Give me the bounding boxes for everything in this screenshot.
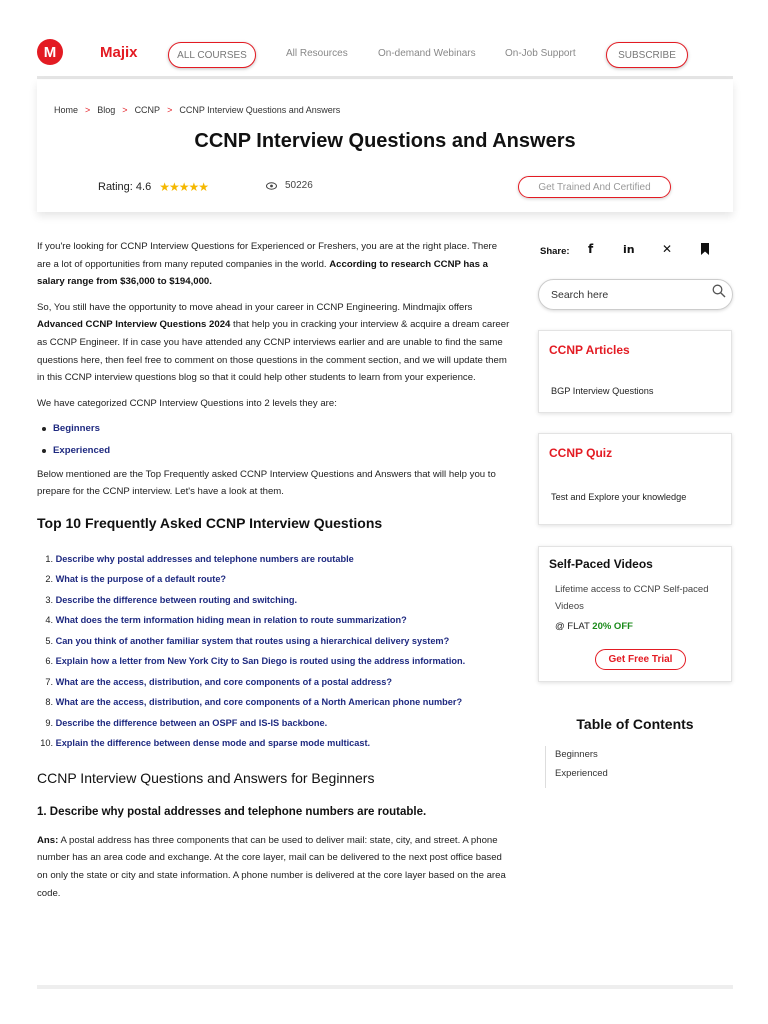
get-free-trial-button[interactable]: Get Free Trial (595, 649, 686, 670)
rating (98, 180, 208, 194)
breadcrumb-ccnp[interactable]: CCNP (134, 105, 161, 115)
view-count-value: 50226 (285, 180, 313, 191)
nav-all-resources[interactable]: All Resources (286, 48, 348, 59)
answer-paragraph: Ans: A postal address has three components that can be used to deliver mail: state, city, and street. A phone number has an area code and exchange. At the core layer, mail can be delivered to the next post office based on only the state or city and state information. A phone number is delivered at the core layer based on the area code. (37, 834, 506, 899)
top-questions-intro: Below mentioned are the Top Frequently asked CCNP Interview Questions and Answers that will help you to prepare for the CCNP interview. Let's have a look at them. (37, 468, 496, 498)
question-link[interactable]: 2. What is the purpose of a default route? (45, 574, 227, 585)
top10-heading: Top 10 Frequently Asked CCNP Interview Questions (37, 514, 383, 531)
breadcrumb-separator-icon: > (122, 105, 128, 115)
discount-value: 20% OFF (592, 621, 633, 632)
self-paced-videos-title: Self-Paced Videos (549, 557, 653, 571)
question-link[interactable]: 7. What are the access, distribution, and core components of a postal address? (45, 676, 393, 687)
ccnp-quiz-card (538, 433, 732, 525)
videos-description: Lifetime access to CCNP Self-paced Videos (555, 584, 709, 612)
opportunity-paragraph: So, You still have the opportunity to move ahead in your career in CCNP Engineering. Mindmajix offers Advanced CCNP Interview Questions 2024 that help you in cracking your interview & acquire a dream career as CCNP Engineer. If in case you have attended any CCNP interviews earlier and are unable to find the same questions here, then feel free to comment on those questions in the comment section, and we will update them in this CCNP interview questions blog so that it could help other students to learn from your experience. (37, 301, 510, 384)
levels-intro: We have categorized CCNP Interview Questions into 2 levels they are: (37, 397, 337, 409)
question-link[interactable]: 1. Describe why postal addresses and telephone numbers are routable (45, 553, 354, 564)
breadcrumb-blog[interactable]: Blog (97, 105, 116, 115)
answer-label: Ans: (37, 834, 59, 846)
levels-list (37, 420, 513, 459)
all-courses-button[interactable]: ALL COURSES (168, 42, 256, 68)
breadcrumb (54, 105, 340, 115)
level-link-beginners[interactable]: Beginners (37, 420, 513, 438)
share-bar (540, 242, 730, 260)
question-link[interactable]: 5. Can you think of another familiar system that routes using a hierarchical delivery system? (45, 635, 450, 646)
question-link[interactable]: 4. What does the term information hiding mean in relation to route summarization? (45, 615, 407, 626)
question-link[interactable]: 6. Explain how a letter from New York City to San Diego is routed using the address information. (45, 656, 466, 667)
self-paced-videos-card (538, 546, 732, 682)
page-title: CCNP Interview Questions and Answers (194, 130, 576, 152)
intro-paragraph: If you're looking for CCNP Interview Questions for Experienced or Freshers, you are at the right place. There are a lot of opportunities from many reputed companies in the world. According to research CCNP has a salary range from $36,000 to $194,000. (37, 241, 498, 288)
question-link[interactable]: 8. What are the access, distribution, and core components of a North American phone number? (45, 697, 463, 708)
question-link[interactable]: 3. Describe the difference between routing and switching. (45, 594, 298, 605)
eye-icon (266, 182, 277, 190)
footer-divider (37, 985, 733, 989)
toc-item-experienced[interactable]: Experienced (555, 768, 608, 779)
ccnp-quiz-title: CCNP Quiz (549, 446, 613, 460)
question-1-heading: 1. Describe why postal addresses and telephone numbers are routable. (37, 805, 427, 818)
ccnp-articles-card (538, 330, 732, 413)
bookmark-icon[interactable] (700, 243, 710, 255)
advanced-questions-highlight: Advanced CCNP Interview Questions 2024 (37, 319, 231, 331)
table-of-contents (545, 746, 725, 788)
share-label: Share: (540, 246, 570, 257)
toc-item-beginners[interactable]: Beginners (555, 749, 598, 760)
discount-offer: @ FLAT 20% OFF (555, 621, 633, 632)
question-link[interactable]: 10. Explain the difference between dense mode and sparse mode multicast. (40, 738, 371, 749)
linkedin-icon[interactable]: in (623, 243, 635, 256)
top-navigation (37, 28, 733, 76)
beginners-section-heading: CCNP Interview Questions and Answers for Beginners (37, 769, 375, 786)
x-icon[interactable]: ✕ (662, 242, 673, 256)
quiz-link[interactable]: Test and Explore your knowledge (551, 492, 687, 502)
majix-logo-icon[interactable]: M (37, 39, 63, 65)
table-of-contents-title: Table of Contents (576, 716, 694, 732)
top10-question-list (37, 551, 513, 756)
breadcrumb-home[interactable]: Home (54, 105, 79, 115)
breadcrumb-current: CCNP Interview Questions and Answers (179, 105, 341, 115)
breadcrumb-separator-icon: > (167, 105, 173, 115)
star-rating-icon: ★★★★★ (159, 180, 208, 194)
view-count (266, 180, 313, 191)
nav-on-job-support[interactable]: On-Job Support (505, 48, 576, 59)
get-trained-button[interactable]: Get Trained And Certified (518, 176, 671, 198)
salary-highlight: According to research CCNP has a salary range from $36,000 to $194,000. (37, 258, 488, 288)
level-link-experienced[interactable]: Experienced (37, 442, 513, 460)
search-input[interactable] (538, 279, 733, 310)
article-body (37, 238, 513, 910)
search-placeholder: Search here (551, 289, 609, 301)
hero-banner (37, 80, 733, 212)
header-divider (37, 76, 733, 79)
brand-name[interactable]: Majix (100, 44, 138, 61)
subscribe-button[interactable]: SUBSCRIBE (606, 42, 688, 68)
breadcrumb-separator-icon: > (85, 105, 91, 115)
facebook-icon[interactable]: f (588, 242, 594, 256)
question-link[interactable]: 9. Describe the difference between an OSPF and IS-IS backbone. (45, 717, 328, 728)
article-link-bgp[interactable]: BGP Interview Questions (551, 386, 654, 396)
rating-label: Rating: 4.6 (98, 181, 152, 193)
ccnp-articles-title: CCNP Articles (549, 343, 630, 357)
nav-on-demand-webinars[interactable]: On-demand Webinars (378, 48, 476, 59)
search-icon[interactable] (712, 284, 726, 298)
